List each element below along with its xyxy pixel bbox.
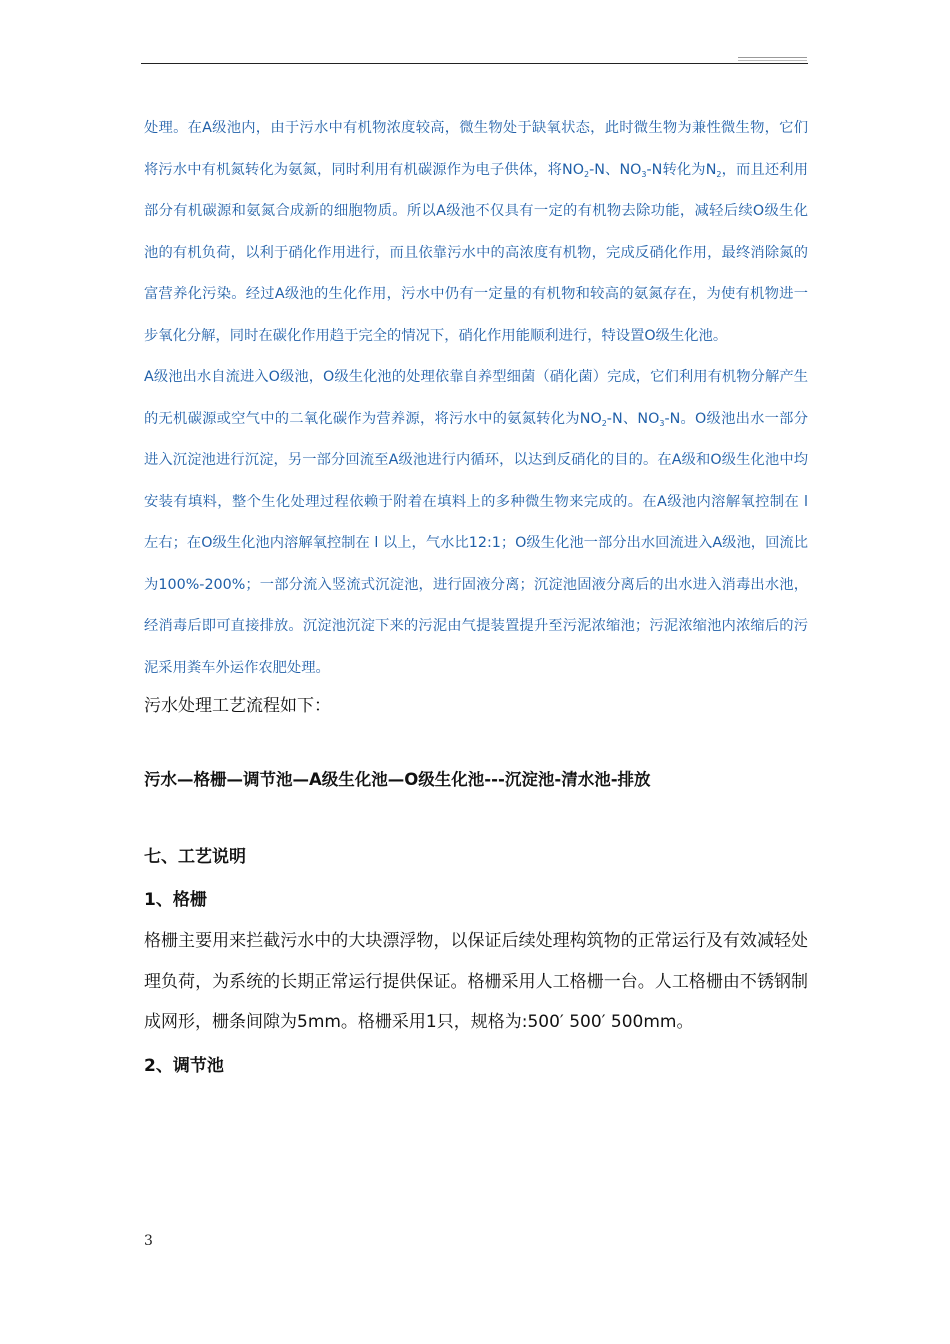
header-mark [738,57,807,58]
flow-intro: 污水处理工艺流程如下： [144,696,331,716]
process-flow-line: 污水—格栅—调节池—A级生化池—O级生化池---沉淀池-清水池-排放 [144,770,651,789]
subsection-grille-text: 格栅主要用来拦截污水中的大块漂浮物，以保证后续处理构筑物的正常运行及有效减轻处理负荷，为系统的长期正常运行提供保证。格栅采用人工格栅一台。人工格栅由不锈钢制成网形，栅条间隙为5mm。格栅采用1只，规格为:500′ 500′ 500mm。 [144,931,808,1032]
header-mark-secondary [738,60,807,61]
page-number: 3 [144,1233,153,1249]
document-body [144,108,808,1081]
paragraph-a-stage: 处理。在A级池内，由于污水中有机物浓度较高，微生物处于缺氧状态，此时微生物为兼性微生物，它们将污水中有机氮转化为氨氮，同时利用有机碳源作为电子供体，将$NO_2-N$、$NO_3-N$转化为$N_2$，而且还利用部分有机碳源和氨氮合成新的细胞物质。所以A级池不仅具有一定的有机物去除功能，减轻后续O级生化池的有机负荷，以利于硝化作用进行，而且依靠污水中的高浓度有机物，完成反硝化作用，最终消除氮的富营养化污染。经过A级池的生化作用，污水中仍有一定量的有机物和较高的氨氮存在，为使有机物进一步氧化分解，同时在碳化作用趋于完全的情况下，硝化作用能顺利进行，特设置O级生化池。 [144,120,809,344]
subsection-grille-title: 1、格栅 [144,890,207,910]
paragraph-o-stage: A级池出水自流进入O级池，O级生化池的处理依靠自养型细菌（硝化菌）完成，它们利用有机物分解产生的无机碳源或空气中的二氧化碳作为营养源，将污水中的氨氮转化为$NO_2-N$、$NO_3-N$。O级池出水一部分进入沉淀池进行沉淀，另一部分回流至A级池进行内循环，以达到反硝化的目的。在A级和O级生化池中均安装有填料，整个生化处理过程依赖于附着在填料上的多种微生物来完成的。在A级池内溶解氧控制在 l 左右；在O级生化池内溶解氧控制在 l 以上，气水比12:1；O级生化池一部分出水回流进入A级池，回流比为100%-200%；一部分流入竖流式沉淀池，进行固液分离；沉淀池固液分离后的出水进入消毒出水池，经消毒后即可直接排放。沉淀池沉淀下来的污泥由气提装置提升至污泥浓缩池；污泥浓缩池内浓缩后的污泥采用粪车外运作农肥处理。 [144,369,808,676]
section-title: 七、工艺说明 [144,847,246,867]
header-rule [141,63,808,64]
subsection-tank-title: 2、调节池 [144,1055,224,1076]
